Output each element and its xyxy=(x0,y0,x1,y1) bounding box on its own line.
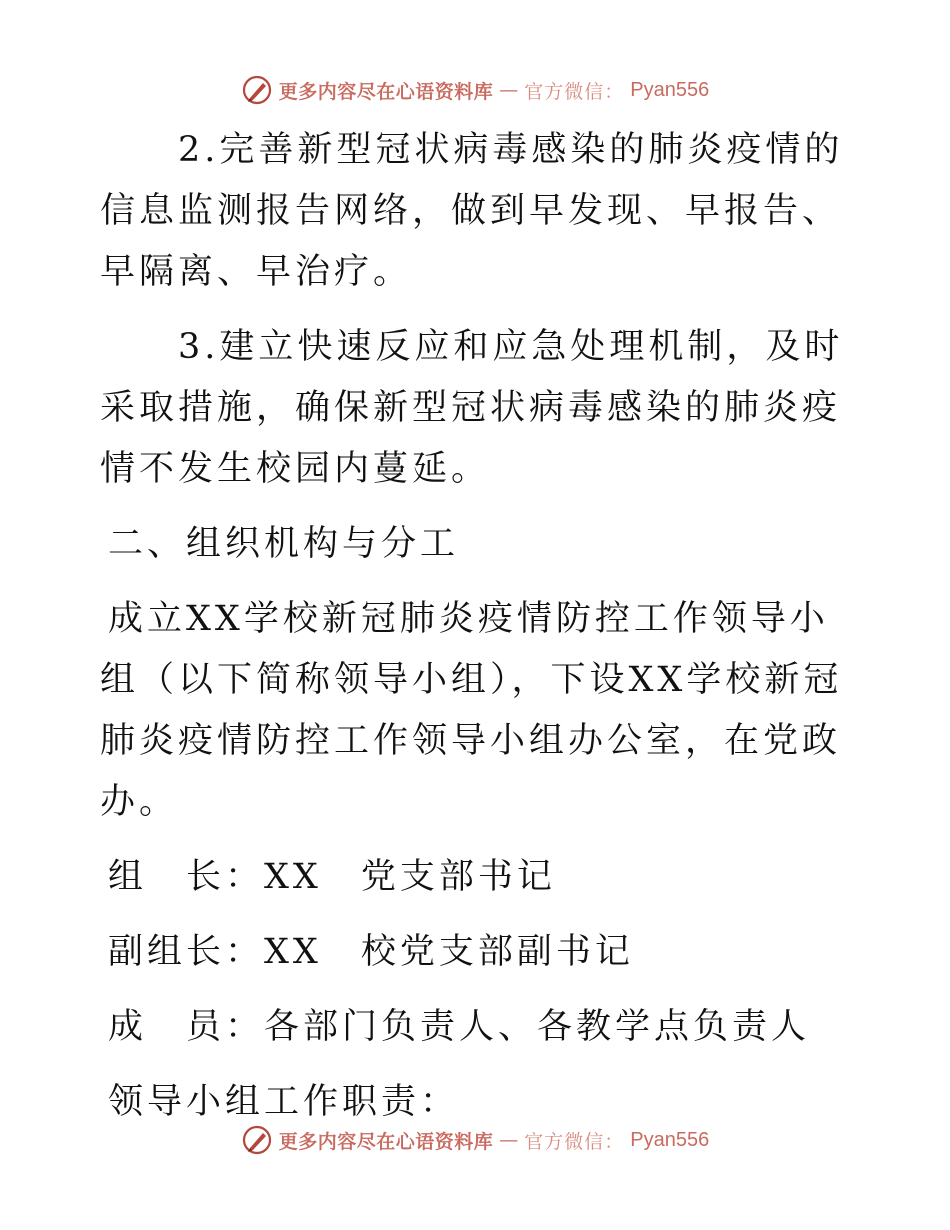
watermark-dash: — xyxy=(499,1129,519,1151)
footer-watermark xyxy=(0,1120,950,1160)
watermark-wechat-label: 官方微信： xyxy=(524,80,625,103)
pen-logo-icon xyxy=(241,74,273,106)
member-row-members xyxy=(100,997,860,1058)
watermark-slogan: 更多内容尽在心语资料库 xyxy=(278,1130,494,1153)
member-row-leader xyxy=(100,847,860,908)
section-heading: 二、组织机构与分工 xyxy=(108,524,460,564)
duties-heading: 领导小组工作职责： xyxy=(108,1082,460,1122)
watermark-wechat-label: 官方微信： xyxy=(524,1130,625,1153)
member-value: XX 党支部书记 xyxy=(264,857,556,897)
member-role: 组 长： xyxy=(108,857,265,897)
paragraph-item-2: 2.完善新型冠状病毒感染的肺炎疫情的信息监测报告网络，做到早发现、早报告、早隔离、早治疗。 xyxy=(100,130,844,292)
watermark-slogan: 更多内容尽在心语资料库 xyxy=(278,80,494,103)
organization-paragraph: 成立XX学校新冠肺炎疫情防控工作领导小组（以下简称领导小组），下设XX学校新冠肺炎疫情防控工作领导小组办公室，在党政办。 xyxy=(100,599,843,822)
watermark-dash: — xyxy=(499,79,519,101)
member-role: 副组长： xyxy=(108,932,265,972)
member-role: 成 员： xyxy=(108,1007,265,1047)
member-value: XX 校党支部副书记 xyxy=(264,932,634,972)
watermark-wechat-id: Pyan556 xyxy=(630,1128,710,1151)
member-value: 各部门负责人、各教学点负责人 xyxy=(264,1007,811,1047)
watermark-wechat-id: Pyan556 xyxy=(630,78,710,101)
document-body xyxy=(100,120,860,1133)
header-watermark xyxy=(0,70,950,110)
pen-logo-icon xyxy=(241,1124,273,1156)
paragraph-item-3: 3.建立快速反应和应急处理机制，及时采取措施，确保新型冠状病毒感染的肺炎疫情不发生校园内蔓延。 xyxy=(100,327,844,489)
member-row-deputy xyxy=(100,922,860,983)
